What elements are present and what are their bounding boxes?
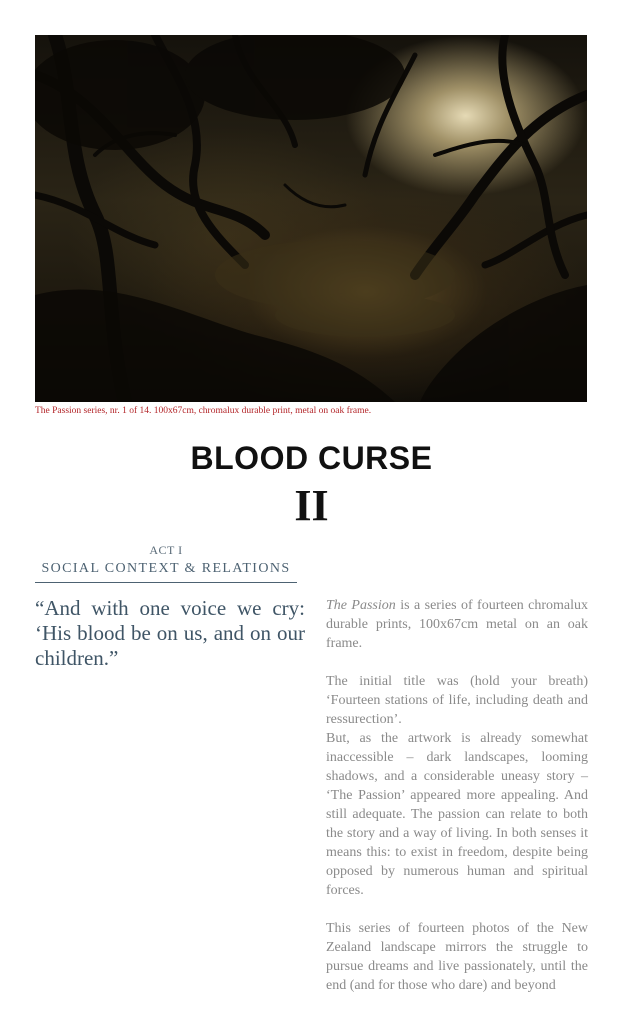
title-number: II	[294, 481, 329, 530]
act-label: ACT I	[149, 543, 183, 557]
section-heading: SOCIAL CONTEXT & RELATIONS	[41, 561, 291, 576]
photo-caption: The Passion series, nr. 1 of 14. 100x67cm, chromalux durable print, metal on oak frame.	[35, 406, 372, 416]
series-title: The Passion	[326, 598, 396, 613]
tree-branches-icon	[35, 35, 587, 402]
forest-path-photo	[35, 35, 587, 402]
body-paragraph-4: This series of fourteen photos of the New Zealand landscape mirrors the struggle to pursue dreams and live passionately, until the end (and for those who dare) and beyond	[326, 921, 588, 993]
pull-quote: “And with one voice we cry: ‘His blood be on us, and on our children.”	[35, 596, 305, 670]
body-text	[326, 596, 588, 995]
body-paragraph-3: But, as the artwork is already somewhat inaccessible – dark landscapes, looming shadows, and a considerable uneasy story – ‘The Passion’ appeared more appealing. And still adequate. The passion can relate to both the story and a way of living. In both senses it means this: to exist in freedom, despite being opposed by numerous human and spiritual forces.	[326, 731, 588, 898]
page-title: BLOOD CURSE	[190, 440, 433, 476]
section-divider	[35, 582, 297, 583]
body-paragraph-1-text: is a series of fourteen chromalux durable prints, 100x67cm metal on an oak frame.	[326, 598, 588, 651]
body-paragraph-1	[326, 596, 588, 653]
body-paragraph-2: The initial title was (hold your breath) ‘Fourteen stations of life, including death and ressurection’.	[326, 674, 588, 727]
